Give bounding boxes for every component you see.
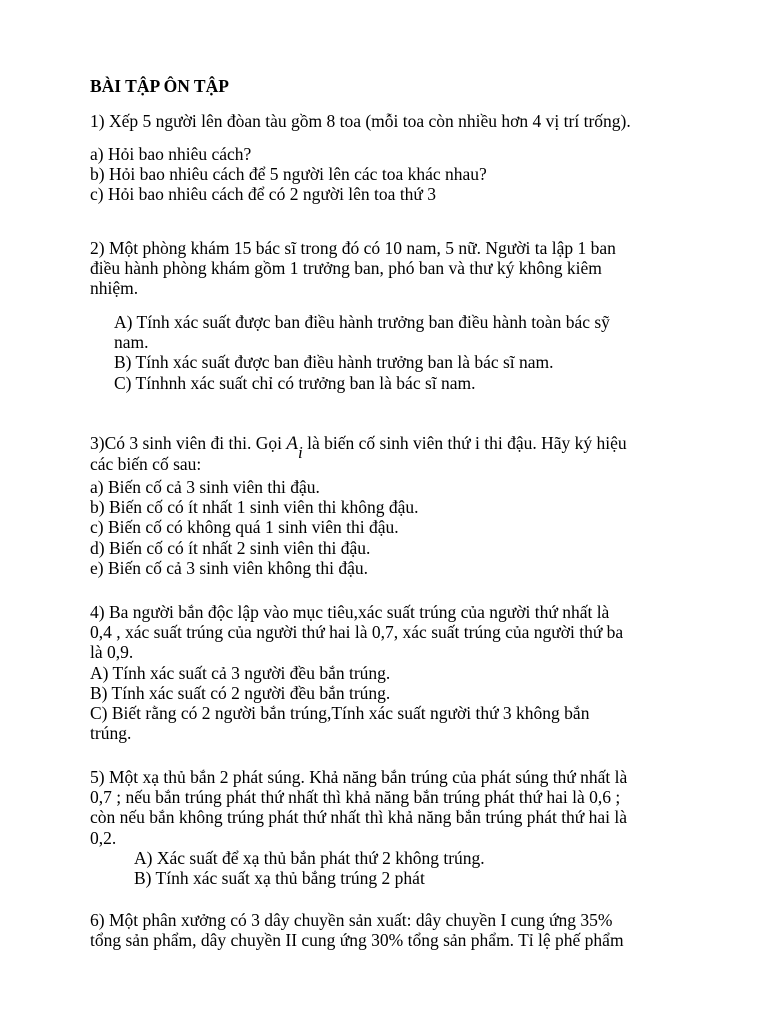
question-1-part-a: a) Hỏi bao nhiêu cách? <box>90 144 252 164</box>
question-2-stem-line: 2) Một phòng khám 15 bác sĩ trong đó có 10 nam, 5 nữ. Người ta lập 1 ban <box>90 238 616 258</box>
question-3-part: e) Biến cố cả 3 sinh viên không thi đậu. <box>90 557 368 578</box>
question-2-stem-line: điều hành phòng khám gồm 1 trưởng ban, phó ban và thư ký không kiêm <box>90 258 602 279</box>
question-2-part-a-cont: nam. <box>114 332 149 353</box>
question-1-part-c: c) Hỏi bao nhiêu cách để có 2 người lên toa thứ 3 <box>90 184 437 205</box>
question-3-stem-line-2: các biến cố sau: <box>90 454 202 475</box>
question-3-part: c) Biến cố có không quá 1 sinh viên thi đậu. <box>90 517 399 538</box>
question-3-parts <box>90 477 690 578</box>
page-title: BÀI TẬP ÔN TẬP <box>90 76 229 96</box>
question-4-part-c-cont: trúng. <box>90 723 132 744</box>
question-3-stem <box>90 433 690 474</box>
question-6-line: 6) Một phân xưởng có 3 dây chuyền sản xuất: dây chuyền I cung ứng 35% <box>90 910 613 930</box>
question-4-part-a: A) Tính xác suất cả 3 người đều bắn trúng. <box>90 662 391 683</box>
question-2-stem-line: nhiệm. <box>90 278 139 299</box>
question-1-stem: 1) Xếp 5 người lên đòan tàu gồm 8 toa (mỗi toa còn nhiều hơn 4 vị trí trống). <box>90 111 631 131</box>
event-subscript-i: i <box>298 443 303 462</box>
event-symbol-a: A <box>286 433 298 454</box>
question-5-part-b: B) Tính xác suất xạ thủ bắng trúng 2 phát <box>134 868 425 889</box>
question-2-part-a: A) Tính xác suất được ban điều hành trưởng ban điều hành toàn bác sỹ <box>114 312 610 332</box>
question-5-parts <box>134 848 734 888</box>
question-2-part-b: B) Tính xác suất được ban điều hành trưởng ban là bác sĩ nam. <box>114 352 554 373</box>
question-3-stem-post: là biến cố sinh viên thứ i thi đậu. Hãy ký hiệu <box>302 433 627 453</box>
question-2-part-c: C) Tínhnh xác suất chỉ có trưởng ban là bác sĩ nam. <box>114 372 476 393</box>
question-2-parts <box>114 312 714 393</box>
question-3-stem-pre: 3)Có 3 sinh viên đi thi. Gọi <box>90 433 287 453</box>
question-4-part-c: C) Biết rằng có 2 người bắn trúng,Tính xác suất người thứ 3 không bắn <box>90 703 590 724</box>
question-3-part: b) Biến cố có ít nhất 1 sinh viên thi không đậu. <box>90 497 419 518</box>
question-4-line: là 0,9. <box>90 642 134 663</box>
question-3-part: a) Biến cố cả 3 sinh viên thi đậu. <box>90 477 320 497</box>
question-1-part-b: b) Hỏi bao nhiêu cách để 5 người lên các toa khác nhau? <box>90 164 487 185</box>
question-3-part: d) Biến cố có ít nhất 2 sinh viên thi đậu. <box>90 537 371 558</box>
question-6 <box>90 910 690 950</box>
question-5-stem <box>90 767 690 848</box>
question-4 <box>90 602 690 743</box>
question-5-line: 0,2. <box>90 827 117 848</box>
question-2-stem <box>90 238 690 299</box>
question-4-part-b: B) Tính xác suất có 2 người đều bắn trúng. <box>90 682 391 703</box>
question-5-part-a: A) Xác suất để xạ thủ bắn phát thứ 2 không trúng. <box>134 848 485 868</box>
question-4-line: 4) Ba người bắn độc lập vào mục tiêu,xác suất trúng của người thứ nhất là <box>90 602 610 622</box>
question-5-line: 5) Một xạ thủ bắn 2 phát súng. Khả năng bắn trúng của phát súng thứ nhất là <box>90 767 628 787</box>
question-5-line: 0,7 ; nếu bắn trúng phát thứ nhất thì khả năng bắn trúng phát thứ hai là 0,6 ; <box>90 787 621 808</box>
question-6-line: tổng sản phẩm, dây chuyền II cung ứng 30% tổng sản phẩm. Tỉ lệ phế phẩm <box>90 930 624 951</box>
question-4-line: 0,4 , xác suất trúng của người thứ hai là 0,7, xác suất trúng của người thứ ba <box>90 622 624 643</box>
question-3-stem-line <box>90 433 690 462</box>
question-5-line: còn nếu bắn không trúng phát thứ nhất thì khả năng bắn trúng phát thứ hai là <box>90 807 628 828</box>
question-1-parts <box>90 144 690 205</box>
